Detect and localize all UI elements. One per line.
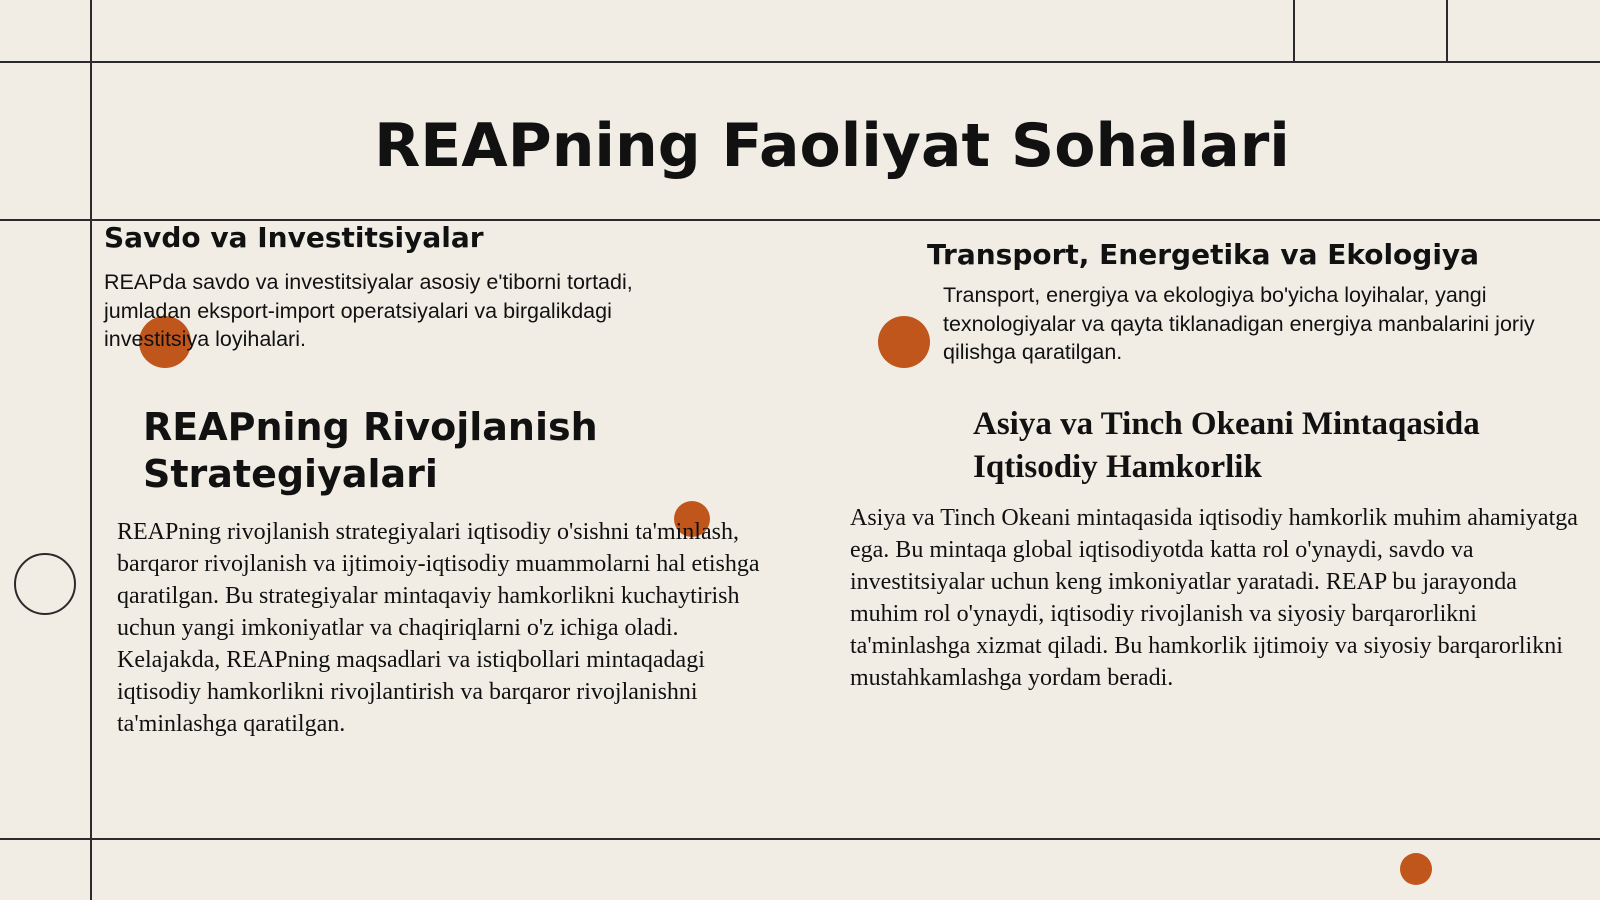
slide-title: REAPning Faoliyat Sohalari <box>374 111 1290 181</box>
transport-section-text: Transport, energiya va ekologiya bo'yicha loyihalar, yangi texnologiyalar va qayta tiklanadigan energiya manbalarini joriy qilishga qaratilgan. <box>943 283 1535 364</box>
top-right-vertical-rule-2 <box>1446 0 1448 62</box>
trade-section-text: REAPda savdo va investitsiyalar asosiy e'tiborni tortadi, jumladan eksport-import operatsiyalari va birgalikdagi investitsiya loyihalari. <box>104 270 633 351</box>
outline-circle-decoration <box>14 553 76 615</box>
accent-dot-decoration <box>1400 853 1432 885</box>
top-rule <box>0 61 1600 63</box>
trade-section-heading: Savdo va Investitsiyalar <box>104 221 484 254</box>
asia-pacific-section-text: Asiya va Tinch Okeani mintaqasida iqtisodiy hamkorlik muhim ahamiyatga ega. Bu mintaqa global iqtisodiyotda katta rol o'ynaydi, savdo va investitsiyalar uchun keng imkoniyatlar yaratadi. REAP bu jarayonda muhim rol o'ynaydi, iqtisodiy rivojlanish va siyosiy barqarorlikni ta'minlashga xizmat qiladi. Bu hamkorlik ijtimoiy va siyosiy barqarorlikni mustahkamlashga yordam beradi. <box>850 505 1578 691</box>
bottom-rule <box>0 838 1600 840</box>
strategies-section-heading: REAPning Rivojlanish Strategiyalari <box>143 405 598 496</box>
transport-section-heading: Transport, Energetika va Ekologiya <box>927 238 1480 271</box>
strategies-section-text: REAPning rivojlanish strategiyalari iqtisodiy o'sishni ta'minlash, barqaror rivojlanish va ijtimoiy-iqtisodiy muammolarni hal etishga qaratilgan. Bu strategiyalar mintaqaviy hamkorlikni kuchaytirish uchun yangi imkoniyatlar va chaqiriqlarni o'z ichiga oladi. Kelajakda, REAPning maqsadlari va istiqbollari mintaqadagi iqtisodiy hamkorlikni rivojlantirish va barqaror rivojlanishni ta'minlashga qaratilgan. <box>117 519 760 737</box>
asia-pacific-section-heading: Asiya va Tinch Okeani Mintaqasida Iqtisodiy Hamkorlik <box>973 406 1480 485</box>
accent-dot-decoration <box>878 316 930 368</box>
top-right-vertical-rule-1 <box>1293 0 1295 62</box>
